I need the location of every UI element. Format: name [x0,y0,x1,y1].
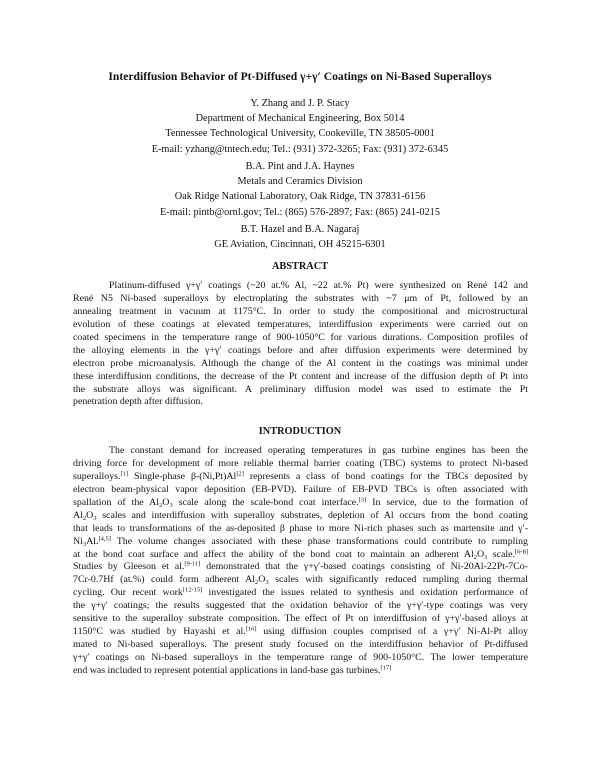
intro-line: The constant demand for increased operating temperatures in gas turbine engines has been the [109,445,528,456]
paper-title: Interdiffusion Behavior of Pt-Diffused γ+γ′ Coatings on Ni-Based Superalloys [108,70,492,83]
affiliation-block-tntech [40,96,560,157]
intro-line: superalloys.[1] Single-phase β-(Ni,Pt)Al[2] represents a class of bond coatings for the TBCs deposited by [73,470,529,482]
intro-line: 7Cr-0.7Hf (at.%) could form adherent $Al_2O_3$ scales with significantly reduced rumpling during thermal [73,574,528,587]
affiliation-block-ornl [40,159,560,220]
abstract-body [73,280,528,409]
intro-line: the γ+γ′ coatings; the results suggested that the oxidation behavior of the γ+γ′-type coatings was very [73,600,528,612]
intro-line: $Ni_3Al.[4,5]$ The volume changes associated with these phase transformations could contribute to rumpling [73,535,528,548]
abstract-line: Platinum-diffused γ+γ′ coatings (~20 at.% Al, ~22 at.% Pt) were synthesized on René 142 and [109,280,528,291]
institution-address: Tennessee Technological University, Cookeville, TN 38505-0001 [165,128,435,140]
intro-line: driving force for development of more reliable thermal barrier coating (TBC) systems to protect Ni-based [73,457,528,469]
intro-line: sensitive to the superalloy substrate composition. The effect of Pt on interdiffusion of γ+γ′-based alloys at [73,613,528,625]
abstract-heading: ABSTRACT [271,261,329,272]
intro-line: γ+γ′ coatings on Ni-based superalloys in the temperature range of 900-1050°C. The lower temperature [73,652,528,663]
abstract-line: the substrate alloys was significant. A preliminary diffusion model was used to estimate the Pt [73,383,528,395]
affiliation-block-ge [40,222,560,252]
abstract-line: evolution of these coatings at elevated temperatures, interdiffusion experiments were carried out on [73,318,528,330]
citation: [1] [120,470,129,478]
abstract-line: penetration depth after diffusion. [73,396,203,408]
contact-info: E-mail: pintb@ornl.gov; Tel.: (865) 576-2897; Fax: (865) 241-0215 [160,206,440,218]
citation: [3] [358,496,367,504]
intro-line: that leads to transformations of the as-deposited β phase to more Ni-rich phases such as martensite and γ′- [73,522,528,534]
intro-line: 1150°C was studied by Hayashi et al.[16] using diffusion couples comprised of a γ+γ′ Ni-Al-Pt alloy [73,625,528,638]
intro-line: spallation of the $Al_2O_3$ scale along the scale-bond coat interface.[3] In service, due to the formation of [73,496,529,509]
abstract-line: coated specimens in the temperature range of 900-1050°C for various durations. Composition profiles of [73,331,528,343]
citation: [6-8] [515,548,528,555]
department: Metals and Ceramics Division [237,176,363,188]
author-names: Y. Zhang and J. P. Stacy [250,98,350,109]
introduction-body [73,445,528,678]
intro-line: mated to Ni-based superalloys. The present study focused on the interdiffusion behavior of Pt-diffused [73,639,528,651]
introduction-heading: INTRODUCTION [258,426,342,437]
citation: [16] [245,625,257,633]
intro-line: cycling. Our recent work[12-15] investigated the issues related to synthesis and oxidation performance of [73,586,528,599]
abstract-line: electron probe microanalysis. Although the change of the Al content in the coatings was minimal under [73,357,528,369]
abstract-line: annealing treatment in vacuum at 1175°C. In order to study the compositional and microstructural [73,305,528,317]
intro-line: end was included to represent potential applications in land-base gas turbines.[17] [73,664,392,676]
intro-line: electron beam-physical vapor deposition (EB-PVD). Failure of EB-PVD TBCs is often associated with [73,483,528,495]
citation: [4,5] [98,535,111,543]
abstract-line: René N5 Ni-based superalloys by electroplating the substrates with ~7 μm of Pt, followed by an [73,292,528,304]
institution-address: Oak Ridge National Laboratory, Oak Ridge, TN 37831-6156 [174,191,426,203]
department: Department of Mechanical Engineering, Box 5014 [195,113,405,125]
citation: [12-15] [182,586,203,594]
author-names: B.T. Hazel and B.A. Nagaraj [240,224,360,235]
citation: [17] [380,664,392,672]
contact-info: E-mail: yzhang@tntech.edu; Tel.: (931) 372-3265; Fax: (931) 372-6345 [151,143,449,155]
abstract-line: these interdiffusion conditions, the decrease of the Pt content and increase of the diffusion depth of Pt into [73,370,528,382]
intro-line: $Al_2O_3$ scales and interdiffusion with superalloy substrates, depletion of Al occurs from the bond coating [73,509,528,522]
citation: [9-11] [184,560,201,568]
institution-address: GE Aviation, Cincinnati, OH 45215-6301 [214,239,386,251]
citation: [2] [236,470,244,478]
intro-line: at the bond coat surface and affect the ability of the bond coat to maintain an adherent $Al_2O_3$ scale.[6-8] [73,548,528,561]
abstract-line: the alloying elements in the γ+γ′ coatings before and after diffusion experiments were determined by [73,344,528,356]
intro-line: Studies by Gleeson et al.[9-11] demonstrated that the γ+γ′-based coatings consisting of Ni-20Al-22Pt-7Co- [73,560,528,573]
author-names: B.A. Pint and J.A. Haynes [245,161,355,172]
